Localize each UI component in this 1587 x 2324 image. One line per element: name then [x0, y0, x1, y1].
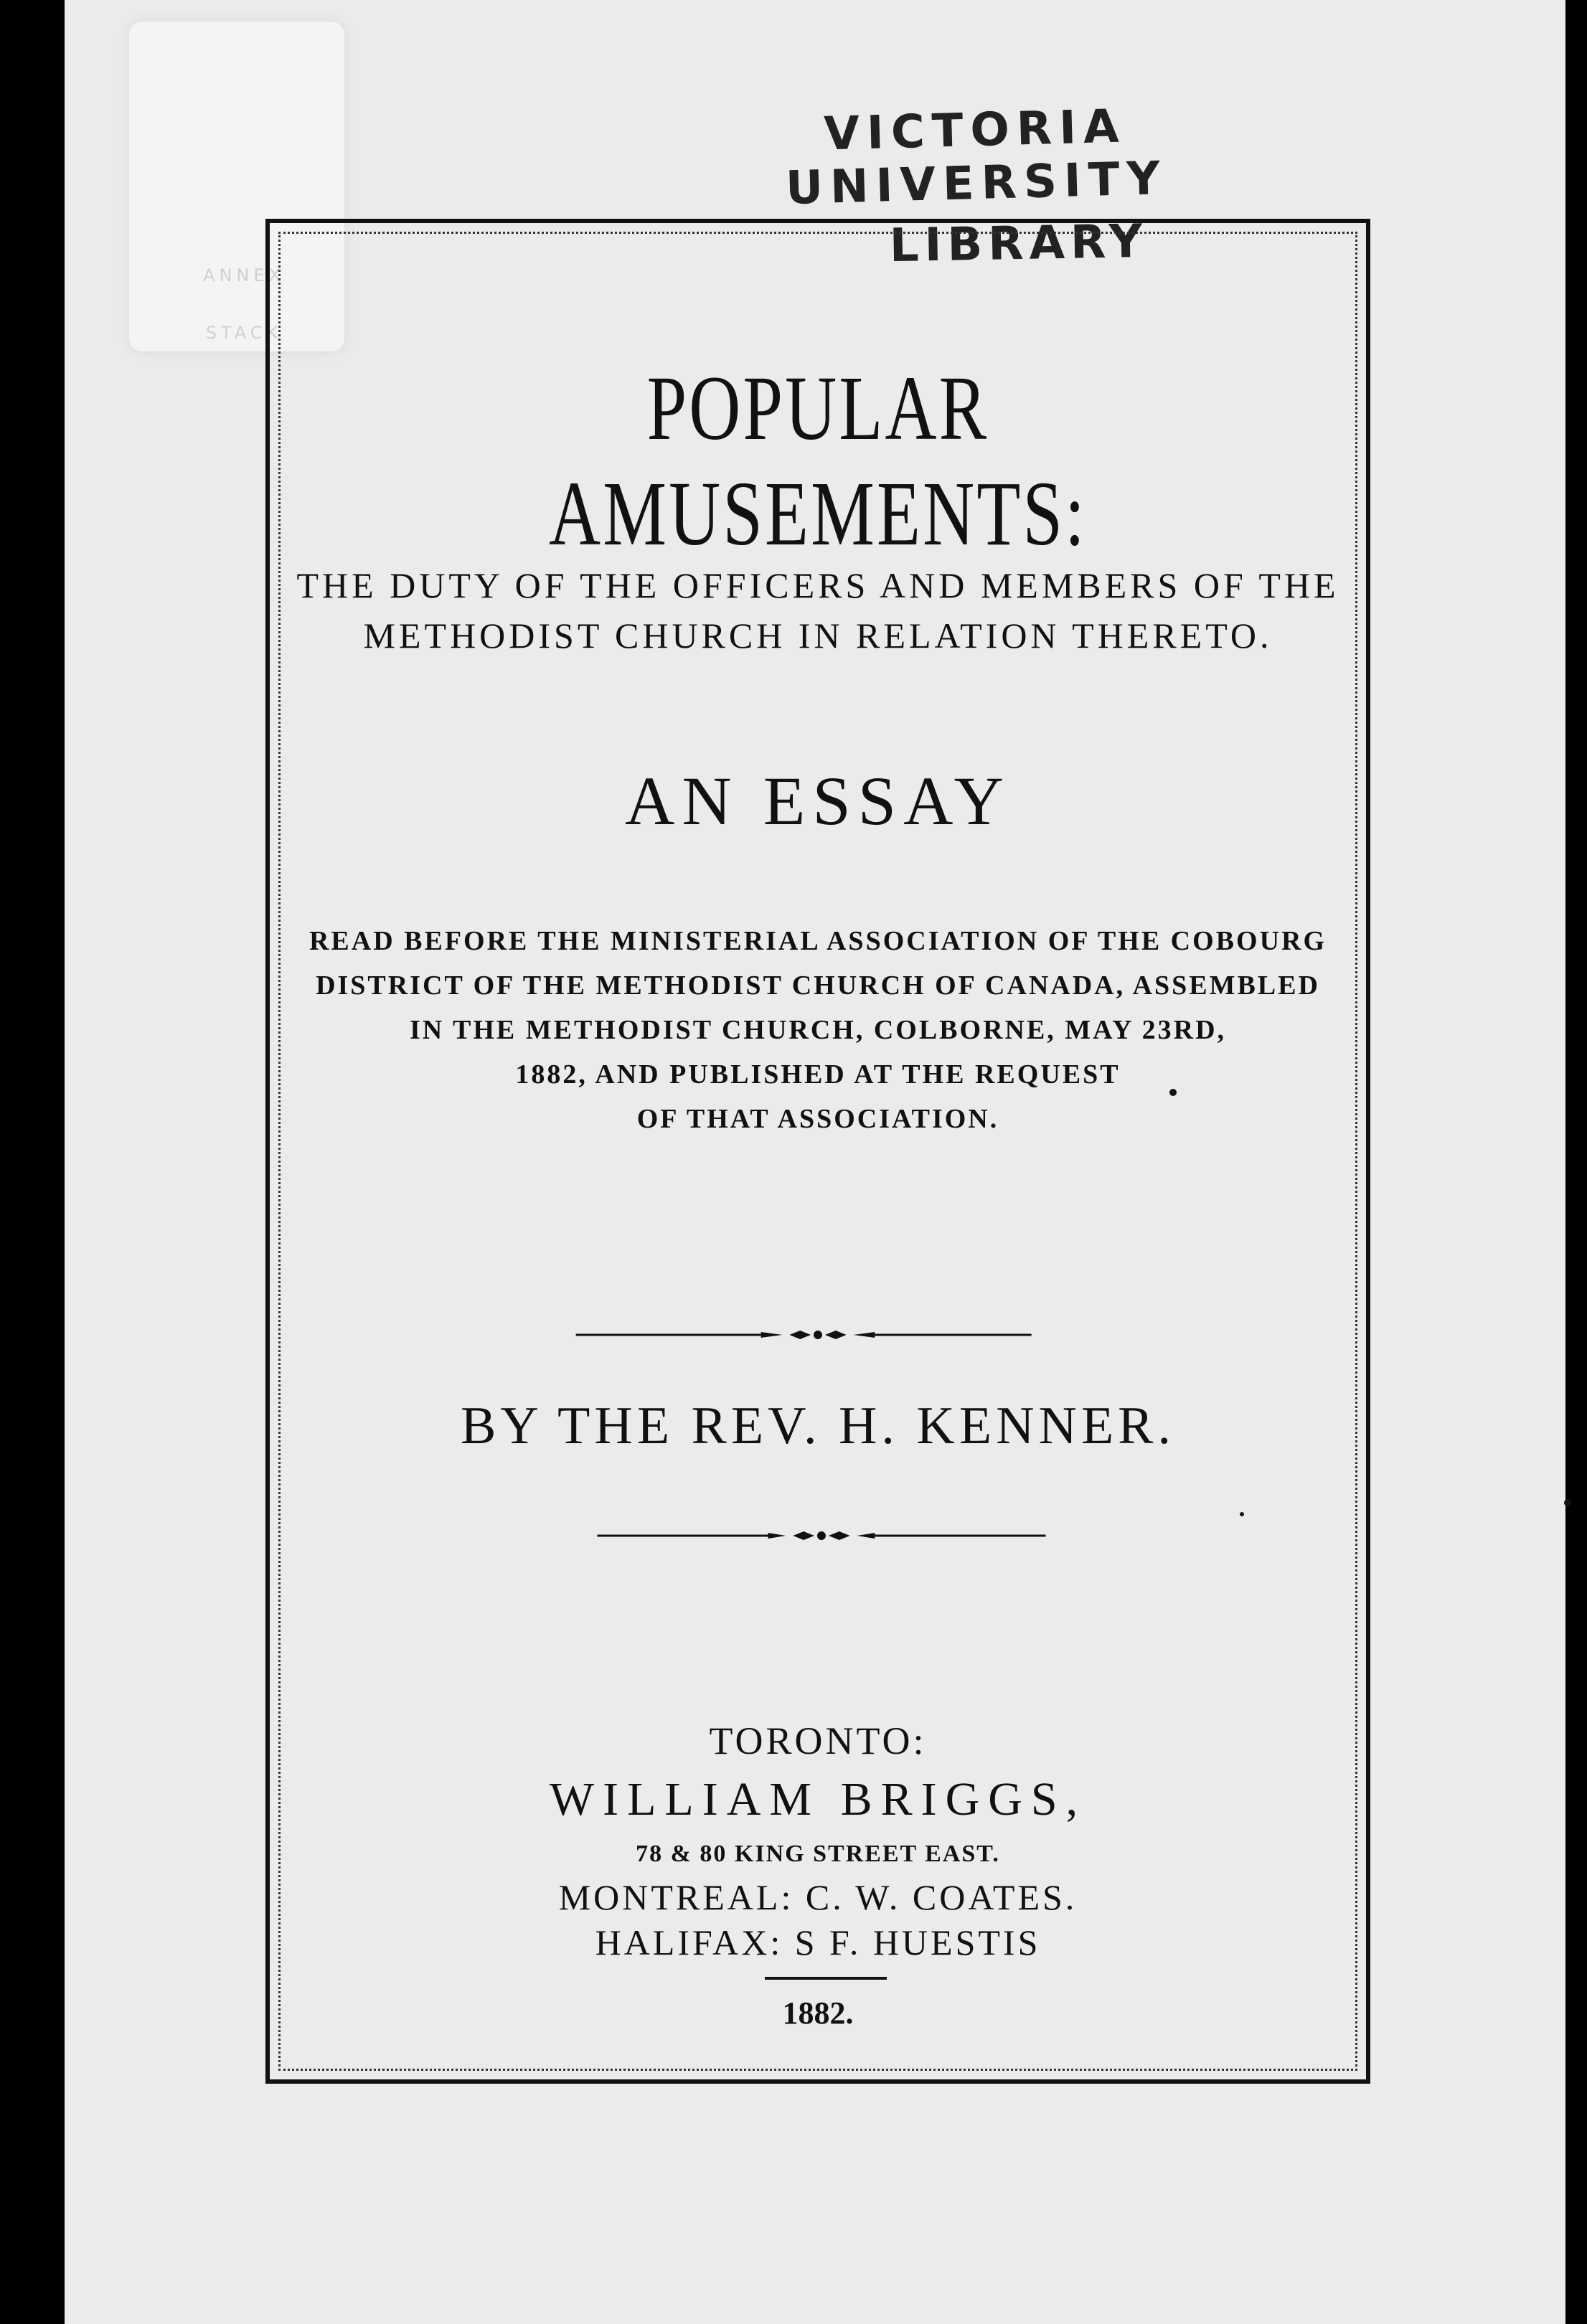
imprint-halifax: HALIFAX: S F. HUESTIS [595, 1922, 1041, 1962]
ornament-divider-bottom [270, 1529, 1366, 1543]
imprint-address: 78 & 80 KING STREET EAST. [636, 1841, 1000, 1867]
read-before-line5: OF THAT ASSOCIATION. [636, 1104, 999, 1134]
scan-speck [1564, 1499, 1571, 1506]
subtitle-line2: METHODIST CHURCH IN RELATION THERETO. [363, 615, 1273, 656]
scan-speck [1240, 1512, 1244, 1516]
read-before-line2: DISTRICT OF THE METHODIST CHURCH OF CANADA, ASSEMBLED [316, 970, 1320, 1001]
author-line: BY THE REV. H. KENNER. [460, 1397, 1176, 1455]
tape-label-line2: STACK [205, 323, 283, 343]
read-before-line4: 1882, AND PUBLISHED AT THE REQUEST [515, 1059, 1121, 1090]
scan-speck [1169, 1089, 1177, 1096]
imprint-publisher: WILLIAM BRIGGS, [549, 1773, 1087, 1825]
title-frame [265, 219, 1370, 2084]
library-stamp-line1: VICTORIA UNIVERSITY [785, 100, 1168, 215]
scan-border-left [0, 0, 65, 2324]
library-stamp-line2: LIBRARY [889, 214, 1149, 273]
read-before-line1: READ BEFORE THE MINISTERIAL ASSOCIATION OF THE COBOURG [309, 926, 1327, 956]
tape-label-line1: ANNEX [203, 265, 285, 285]
subtitle-line1: THE DUTY OF THE OFFICERS AND MEMBERS OF THE [296, 565, 1339, 605]
ornament-divider-top [270, 1328, 1366, 1342]
imprint-city: TORONTO: [709, 1719, 927, 1762]
read-before-line3: IN THE METHODIST CHURCH, COLBORNE, MAY 23RD, [409, 1015, 1227, 1045]
year-rule [765, 1977, 887, 1980]
book-title: POPULAR AMUSEMENTS: [549, 357, 1087, 565]
scan-border-right [1565, 0, 1587, 2324]
imprint-year: 1882. [782, 1995, 854, 2031]
imprint-montreal: MONTREAL: C. W. COATES. [558, 1877, 1078, 1917]
essay-heading: AN ESSAY [625, 762, 1011, 839]
